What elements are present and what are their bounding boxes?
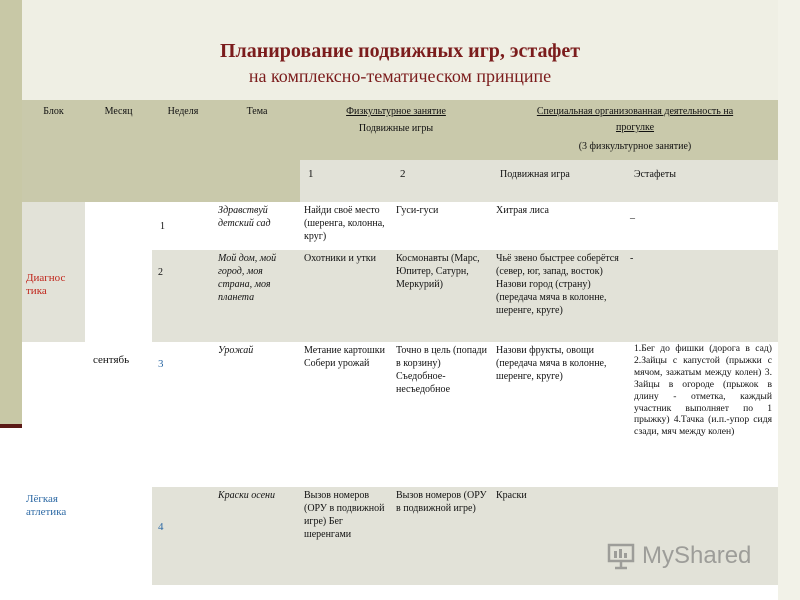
block-empty (22, 342, 85, 487)
relay-3: 1.Бег до фишки (дорога в сад) 2.Зайцы с капустой (прыжки с мячом, зажатым между колен) 3. Зайцы в огороде (прыжок в длину - отметка, каждый участник выполняет по 1 прыжку) 4.Тачка (и.п.-упор сидя сзади, мяч между колен) (626, 342, 778, 487)
game2-4: Вызов номеров (ОРУ в подвижной игре) (392, 487, 492, 585)
game2-2: Космонавты (Марс, Юпитер, Сатурн, Меркурий) (392, 250, 492, 342)
week-2: 2 (152, 250, 214, 342)
game1-3: Метание картошки Собери урожай (300, 342, 392, 487)
subheader-1: 1 (300, 160, 392, 202)
relay-1: _ (626, 202, 778, 250)
week-4: 4 (152, 487, 214, 585)
week-3: 3 (152, 342, 214, 487)
game1-4: Вызов номеров (ОРУ в подвижной игре) Бег шеренгами (300, 487, 392, 585)
header-special (492, 100, 778, 160)
outdoor-game-1: Хитрая лиса (492, 202, 626, 250)
left-olive-strip (0, 0, 22, 425)
block-diagnostics-line2: тика (26, 285, 47, 297)
right-band (778, 0, 800, 600)
left-accent-line (0, 424, 22, 428)
subheader-outdoor-game: Подвижная игра (492, 160, 626, 202)
block-athletics (22, 487, 85, 585)
month-value: сентябь (93, 354, 130, 366)
game2-1: Гуси-гуси (392, 202, 492, 250)
subheader-relays: Эстафеты (626, 160, 778, 202)
game1-1: Найди своё место (шеренга, колонна, круг) (300, 202, 392, 250)
presentation-icon (606, 541, 636, 571)
block-diagnostics-line1: Диагнос (26, 272, 66, 284)
game2-3: Точно в цель (попади в корзину) Съедобное-несъедобное (392, 342, 492, 487)
header-pe-title: Физкультурное занятие (346, 106, 446, 117)
header-theme: Тема (214, 100, 300, 202)
outdoor-game-3: Назови фрукты, овощи (передача мяча в колонне, шеренге, круге) (492, 342, 626, 487)
header-special-line3: (3 физкультурное занятие) (578, 141, 692, 152)
block-diagnostics (22, 202, 85, 342)
header-special-line1: Специальная организованная деятельность на (536, 106, 734, 117)
header-pe (300, 100, 492, 160)
header-special-line2: прогулке (615, 122, 655, 133)
slide-title: Планирование подвижных игр, эстафет (219, 40, 581, 62)
theme-1: Здравствуй детский сад (214, 202, 300, 250)
watermark-text: MyShared (642, 542, 752, 569)
header-week: Неделя (152, 100, 214, 202)
game1-2: Охотники и утки (300, 250, 392, 342)
month-cell (85, 202, 152, 585)
week-1: 1 (152, 202, 214, 250)
subheader-2: 2 (392, 160, 492, 202)
relay-2: - (626, 250, 778, 342)
theme-2: Мой дом, мой город, моя страна, моя планета (214, 250, 300, 342)
outdoor-game-2: Чьё звено быстрее соберётся (север, юг, запад, восток) Назови город (страну) (передача мяча в колонне, шеренге, круге) (492, 250, 626, 342)
block-athletics-line1: Лёгкая (26, 493, 58, 505)
theme-3: Урожай (214, 342, 300, 487)
watermark (606, 536, 766, 576)
header-pe-subtitle: Подвижные игры (358, 123, 434, 134)
header-month: Месяц (85, 100, 152, 202)
block-athletics-line2: атлетика (26, 506, 67, 518)
theme-4: Краски осени (214, 487, 300, 585)
header-block: Блок (22, 100, 85, 202)
slide-subtitle: на комплексно-тематическом принципе (248, 66, 552, 86)
outdoor-game-4: Краски (492, 487, 626, 585)
